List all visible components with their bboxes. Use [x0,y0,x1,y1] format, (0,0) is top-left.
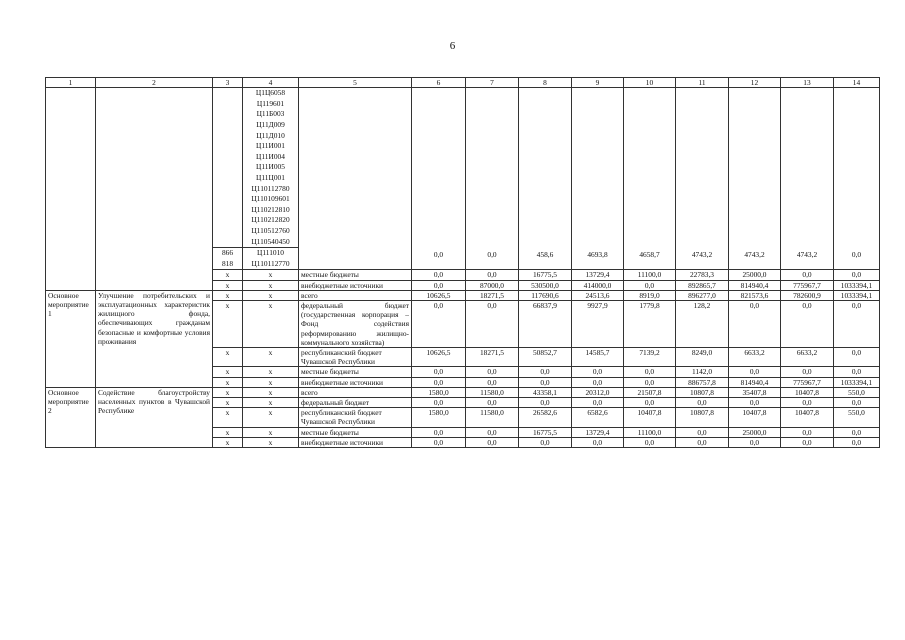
value-cell: 0,0 [412,437,466,447]
value-cell: 43358,1 [519,387,572,397]
value-cell: 0,0 [624,377,676,387]
table-cell: х [213,387,243,397]
value-cell: 0,0 [412,377,466,387]
budget-code: Ц119601 [256,98,285,108]
header-cell: 11 [676,78,729,88]
value-cell: 0,0 [676,437,729,447]
header-cell: 5 [299,78,412,88]
value-cell: 16775,5 [519,427,572,437]
budget-code: Ц110540450 [251,236,290,246]
value-cell: 21507,8 [624,387,676,397]
value-cell: 0,0 [412,367,466,377]
value-cell: 775967,7 [781,280,834,290]
value-cell: 0,0 [834,437,880,447]
table-cell: х [213,347,243,366]
value-cell: 1142,0 [676,367,729,377]
table-cell: х [243,347,299,366]
funding-source: местные бюджеты [299,270,412,280]
value-cell: 16775,5 [519,270,572,280]
table-cell [243,248,299,270]
table-cell: х [243,437,299,447]
table-cell: х [243,377,299,387]
funding-source: республиканский бюджет Чувашской Республики [299,408,412,427]
funding-source: всего [299,387,412,397]
value-cell: 50852,7 [519,347,572,366]
budget-code: Ц11Ц001 [256,172,285,182]
header-cell: 12 [729,78,781,88]
table-cell: х [243,397,299,407]
budget-code: Ц1Ц6058 [255,88,286,98]
value-cell: 0,0 [781,367,834,377]
budget-code: Ц11И005 [256,162,285,172]
funding-source: внебюджетные источники [299,280,412,290]
value-cell: 35407,8 [729,387,781,397]
value-cell: 6633,2 [781,347,834,366]
value-cell: 0,0 [624,367,676,377]
value-cell: 128,2 [676,300,729,347]
funding-source: местные бюджеты [299,367,412,377]
table-cell: х [243,300,299,347]
value-cell: 0,0 [624,437,676,447]
funding-source: внебюджетные источники [299,377,412,387]
value-cell: 87000,0 [466,280,519,290]
code-value: Ц110112770 [251,258,290,268]
value-cell: 414000,0 [572,280,624,290]
value-cell: 0,0 [834,397,880,407]
value-cell: 0,0 [412,88,466,270]
value-cell: 26582,6 [519,408,572,427]
funding-source: внебюджетные источники [299,437,412,447]
funding-source: местные бюджеты [299,427,412,437]
budget-code: Ц11Д010 [256,130,285,140]
table-cell [213,88,243,248]
header-cell: 7 [466,78,519,88]
value-cell: 0,0 [834,270,880,280]
value-cell: 10626,5 [412,347,466,366]
measure-description: Улучшение потребительских и эксплуатационных характеристик жилищного фонда, обеспечивающих гражданам безопасные и комфортные условия проживания [96,290,213,387]
header-cell: 8 [519,78,572,88]
value-cell: 1779,8 [624,300,676,347]
table-cell [213,248,243,270]
value-cell: 25000,0 [729,270,781,280]
value-cell: 24513,6 [572,290,624,300]
measure-description: Содействие благоустройству населенных пунктов в Чувашской Республике [96,387,213,447]
value-cell: 0,0 [834,367,880,377]
value-cell: 0,0 [412,300,466,347]
value-cell: 11100,0 [624,427,676,437]
value-cell: 0,0 [412,397,466,407]
table-cell [46,88,96,291]
value-cell: 1033394,1 [834,290,880,300]
table-cell: х [213,367,243,377]
value-cell: 0,0 [624,397,676,407]
value-cell: 0,0 [466,397,519,407]
table-cell: х [243,290,299,300]
value-cell: 18271,5 [466,290,519,300]
value-cell: 13729,4 [572,427,624,437]
value-cell: 0,0 [834,427,880,437]
budget-code: Ц110109601 [251,194,290,204]
value-cell: 0,0 [834,88,880,270]
value-cell: 11580,0 [466,408,519,427]
value-cell: 11100,0 [624,270,676,280]
value-cell: 14585,7 [572,347,624,366]
value-cell: 530500,0 [519,280,572,290]
budget-code: Ц11И001 [256,141,285,151]
value-cell: 0,0 [466,270,519,280]
value-cell: 13729,4 [572,270,624,280]
value-cell: 25000,0 [729,427,781,437]
value-cell: 0,0 [781,300,834,347]
table-cell: х [213,397,243,407]
budget-code: Ц110212810 [251,204,290,214]
value-cell: 1033394,1 [834,280,880,290]
budget-code: Ц110212820 [251,215,290,225]
value-cell: 0,0 [412,427,466,437]
value-cell: 66837,9 [519,300,572,347]
table-cell: х [243,280,299,290]
table-row [46,88,880,248]
value-cell: 10807,8 [676,408,729,427]
table-cell: х [243,270,299,280]
value-cell: 0,0 [572,367,624,377]
value-cell: 6633,2 [729,347,781,366]
table-row [46,290,880,300]
value-cell: 10807,8 [676,387,729,397]
value-cell: 0,0 [781,270,834,280]
value-cell: 0,0 [676,397,729,407]
value-cell: 0,0 [676,427,729,437]
value-cell: 1580,0 [412,408,466,427]
budget-code: Ц110112780 [251,183,290,193]
header-cell: 1 [46,78,96,88]
value-cell: 20312,0 [572,387,624,397]
value-cell: 10407,8 [781,408,834,427]
header-cell: 3 [213,78,243,88]
budget-codes-cell [243,88,299,248]
value-cell: 0,0 [729,367,781,377]
table-cell: х [213,377,243,387]
value-cell: 22783,3 [676,270,729,280]
value-cell: 4743,2 [781,88,834,270]
table-cell: х [213,280,243,290]
table-cell: х [243,367,299,377]
funding-source: всего [299,290,412,300]
value-cell: 0,0 [781,437,834,447]
header-cell: 14 [834,78,880,88]
measure-name: Основное мероприятие 2 [46,387,96,447]
value-cell: 0,0 [466,300,519,347]
value-cell: 892865,7 [676,280,729,290]
code-value: 818 [221,258,234,268]
value-cell: 458,6 [519,88,572,270]
value-cell: 8249,0 [676,347,729,366]
value-cell: 4658,7 [624,88,676,270]
value-cell: 0,0 [466,377,519,387]
page-number: 6 [449,40,456,52]
value-cell: 11580,0 [466,387,519,397]
value-cell: 886757,8 [676,377,729,387]
value-cell: 0,0 [466,437,519,447]
value-cell: 0,0 [624,280,676,290]
value-cell: 0,0 [466,367,519,377]
value-cell: 0,0 [781,397,834,407]
budget-table [45,77,880,448]
budget-code: Ц110512760 [251,225,290,235]
value-cell: 0,0 [572,437,624,447]
header-cell: 2 [96,78,213,88]
budget-code: Ц11Д009 [256,119,285,129]
value-cell: 8919,0 [624,290,676,300]
value-cell: 0,0 [572,397,624,407]
header-cell: 4 [243,78,299,88]
table-cell: х [243,427,299,437]
value-cell: 10407,8 [624,408,676,427]
table-cell: х [243,408,299,427]
value-cell: 10626,5 [412,290,466,300]
funding-source: федеральный бюджет [299,397,412,407]
value-cell: 117690,6 [519,290,572,300]
value-cell: 0,0 [834,347,880,366]
header-row [46,78,880,88]
value-cell: 896277,0 [676,290,729,300]
value-cell: 4693,8 [572,88,624,270]
value-cell: 0,0 [729,437,781,447]
table-cell: х [213,290,243,300]
value-cell: 0,0 [572,377,624,387]
value-cell: 7139,2 [624,347,676,366]
value-cell: 0,0 [519,397,572,407]
value-cell: 814940,4 [729,280,781,290]
value-cell: 18271,5 [466,347,519,366]
value-cell: 0,0 [412,270,466,280]
value-cell: 0,0 [519,367,572,377]
value-cell: 6582,6 [572,408,624,427]
value-cell: 0,0 [729,397,781,407]
value-cell: 0,0 [519,437,572,447]
value-cell: 0,0 [412,280,466,290]
value-cell: 775967,7 [781,377,834,387]
funding-source: федеральный бюджет (государственная корпорация – Фонд содействия реформированию жилищно-коммунального хозяйства) [299,300,412,347]
value-cell: 814940,4 [729,377,781,387]
table-cell: х [213,408,243,427]
value-cell: 0,0 [466,88,519,270]
value-cell: 10407,8 [781,387,834,397]
budget-code: Ц11Б003 [256,109,285,119]
value-cell: 0,0 [466,427,519,437]
value-cell: 0,0 [729,300,781,347]
table-cell [96,88,213,291]
value-cell: 0,0 [519,377,572,387]
budget-code: Ц11И004 [256,151,285,161]
table-cell: х [213,270,243,280]
header-cell: 10 [624,78,676,88]
table-cell [299,88,412,270]
value-cell: 821573,6 [729,290,781,300]
value-cell: 0,0 [781,427,834,437]
table-row [46,387,880,397]
funding-source: республиканский бюджет Чувашской Республики [299,347,412,366]
value-cell: 9927,9 [572,300,624,347]
header-cell: 6 [412,78,466,88]
value-cell: 550,0 [834,408,880,427]
code-value: 866 [221,248,234,258]
value-cell: 1033394,1 [834,377,880,387]
code-value: Ц111010 [257,248,284,258]
value-cell: 0,0 [834,300,880,347]
value-cell: 550,0 [834,387,880,397]
table-cell: х [213,437,243,447]
value-cell: 4743,2 [729,88,781,270]
measure-name: Основное мероприятие 1 [46,290,96,387]
header-cell: 9 [572,78,624,88]
header-cell: 13 [781,78,834,88]
value-cell: 1580,0 [412,387,466,397]
value-cell: 782600,9 [781,290,834,300]
value-cell: 4743,2 [676,88,729,270]
table-cell: х [213,300,243,347]
value-cell: 10407,8 [729,408,781,427]
table-cell: х [243,387,299,397]
table-cell: х [213,427,243,437]
